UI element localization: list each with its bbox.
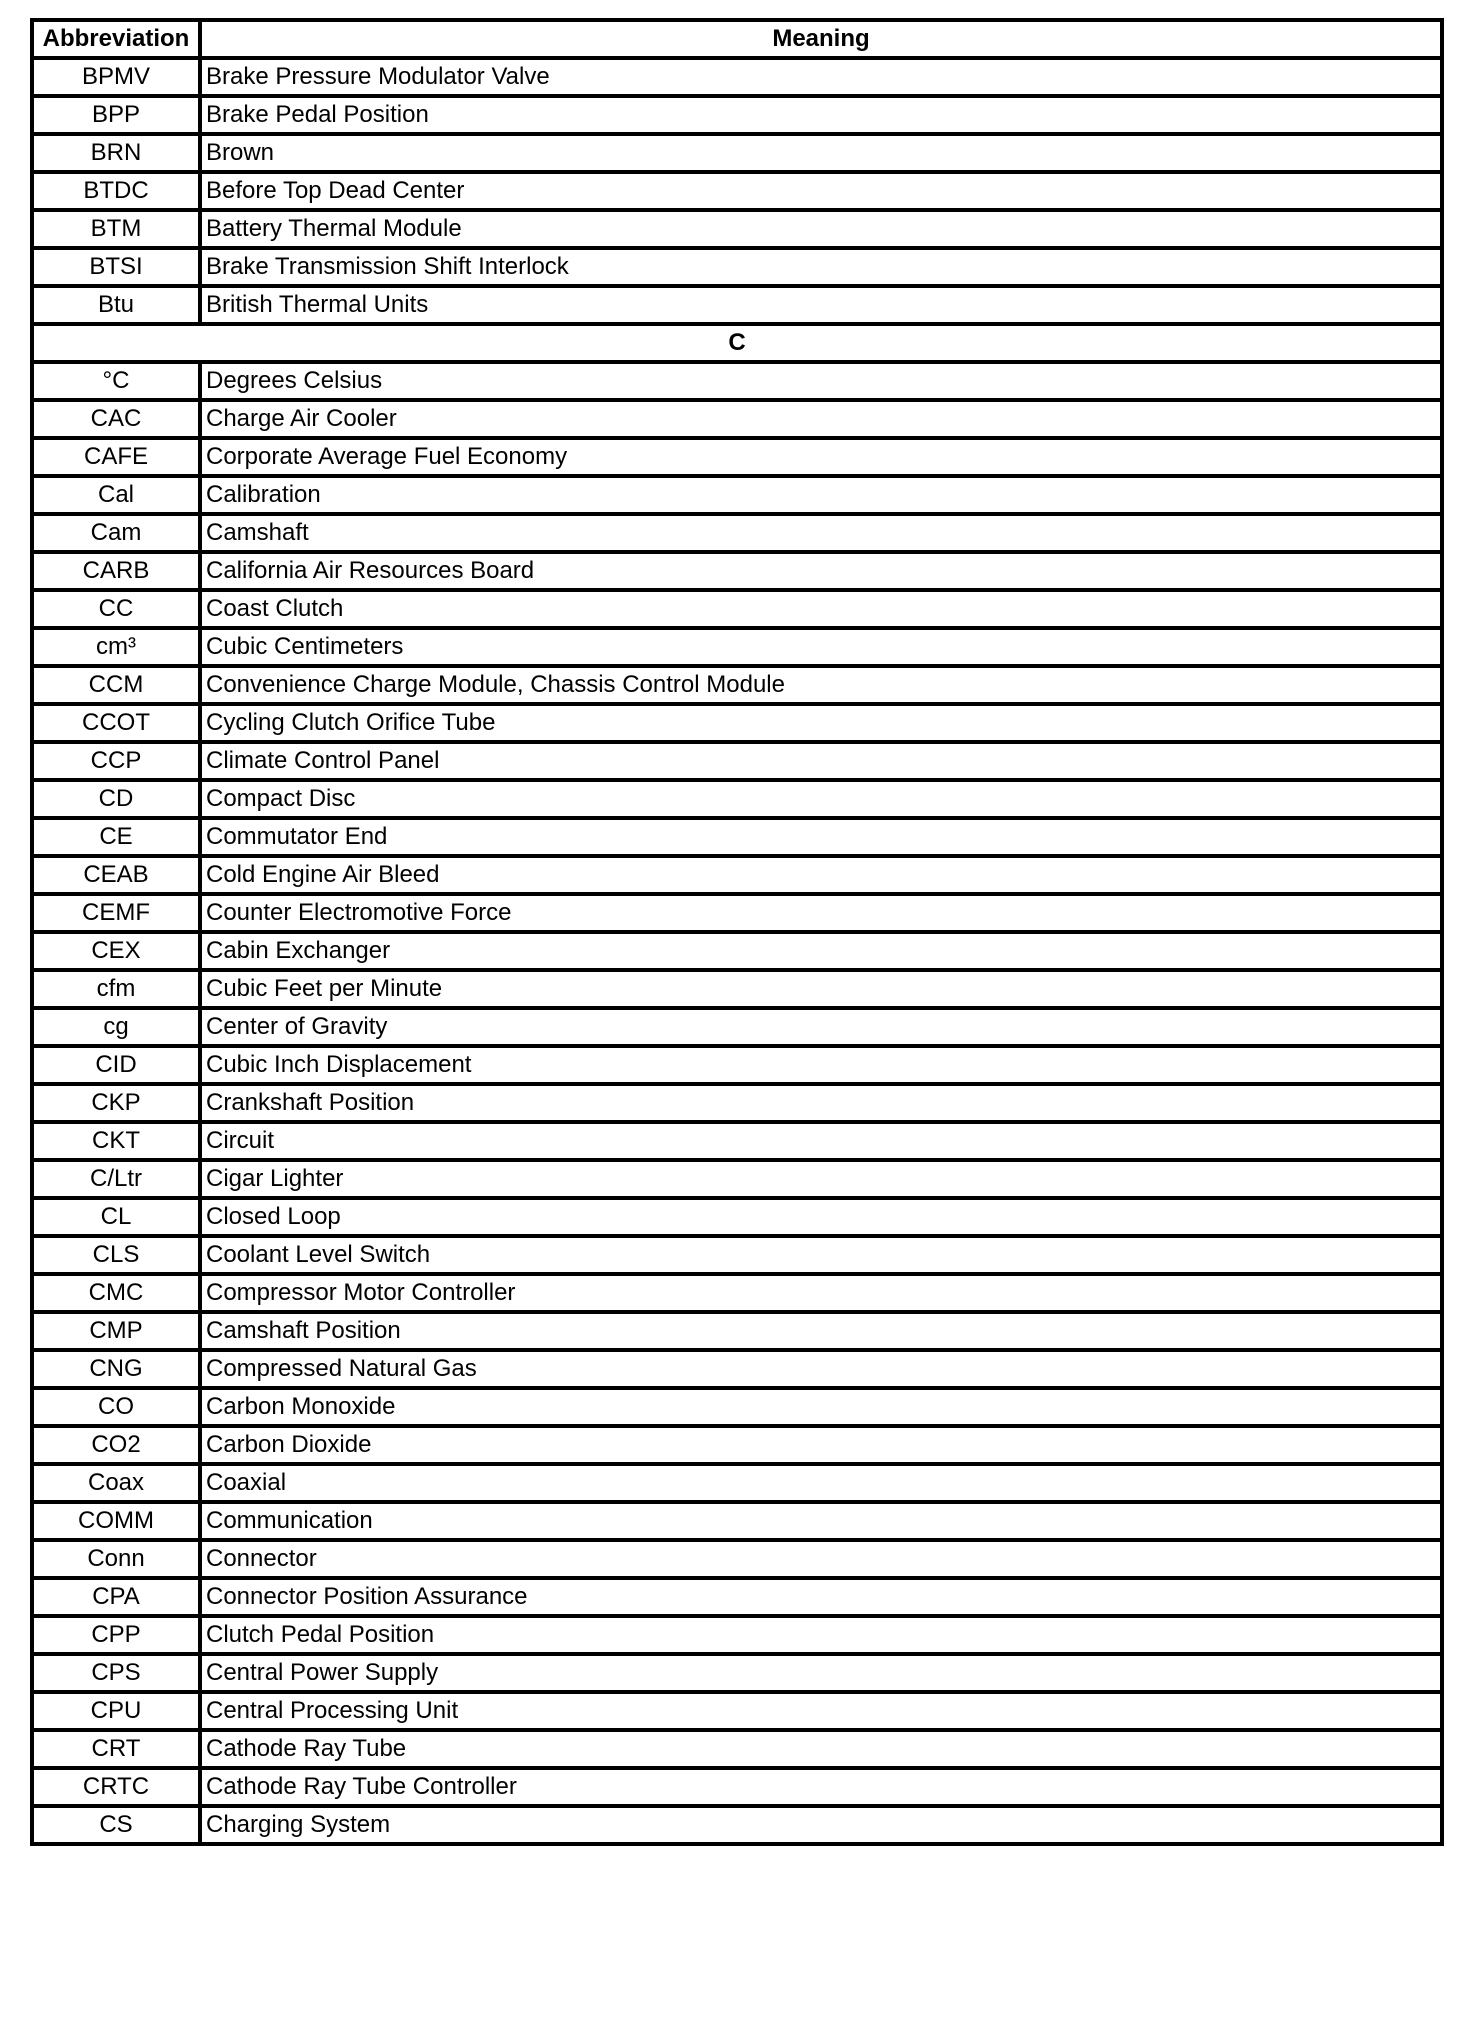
meaning-cell: British Thermal Units xyxy=(200,286,1442,324)
abbreviation-cell: Conn xyxy=(32,1540,200,1578)
abbreviation-cell: BRN xyxy=(32,134,200,172)
table-row xyxy=(32,400,1442,438)
meaning-cell: Camshaft xyxy=(200,514,1442,552)
meaning-cell: Cubic Centimeters xyxy=(200,628,1442,666)
table-row xyxy=(32,856,1442,894)
abbreviation-cell: CL xyxy=(32,1198,200,1236)
abbreviation-cell: Cal xyxy=(32,476,200,514)
table-row xyxy=(32,476,1442,514)
abbreviation-cell: CPP xyxy=(32,1616,200,1654)
meaning-cell: Charge Air Cooler xyxy=(200,400,1442,438)
meaning-cell: Central Processing Unit xyxy=(200,1692,1442,1730)
table-row xyxy=(32,1464,1442,1502)
table-row xyxy=(32,1806,1442,1844)
meaning-cell: Coolant Level Switch xyxy=(200,1236,1442,1274)
table-row xyxy=(32,780,1442,818)
abbreviation-cell: CLS xyxy=(32,1236,200,1274)
abbreviation-cell: CKP xyxy=(32,1084,200,1122)
table-row xyxy=(32,704,1442,742)
meaning-cell: Cold Engine Air Bleed xyxy=(200,856,1442,894)
section-row xyxy=(32,324,1442,362)
meaning-cell: Crankshaft Position xyxy=(200,1084,1442,1122)
abbreviation-cell: °C xyxy=(32,362,200,400)
table-header-row xyxy=(32,20,1442,58)
table-row xyxy=(32,1084,1442,1122)
meaning-cell: Connector Position Assurance xyxy=(200,1578,1442,1616)
meaning-cell: Before Top Dead Center xyxy=(200,172,1442,210)
table-row xyxy=(32,1274,1442,1312)
abbreviation-cell: CEMF xyxy=(32,894,200,932)
abbreviation-cell: cfm xyxy=(32,970,200,1008)
table-row xyxy=(32,248,1442,286)
table-row xyxy=(32,438,1442,476)
abbreviation-cell: BTM xyxy=(32,210,200,248)
meaning-cell: Central Power Supply xyxy=(200,1654,1442,1692)
table-row xyxy=(32,1578,1442,1616)
table-row xyxy=(32,362,1442,400)
abbreviation-table xyxy=(30,18,1444,1846)
abbreviation-cell: CE xyxy=(32,818,200,856)
meaning-cell: Cabin Exchanger xyxy=(200,932,1442,970)
abbreviation-cell: Coax xyxy=(32,1464,200,1502)
abbreviation-cell: BTSI xyxy=(32,248,200,286)
abbreviation-cell: CAC xyxy=(32,400,200,438)
meaning-cell: Counter Electromotive Force xyxy=(200,894,1442,932)
meaning-cell: Cycling Clutch Orifice Tube xyxy=(200,704,1442,742)
meaning-cell: Compressed Natural Gas xyxy=(200,1350,1442,1388)
section-heading: C xyxy=(32,324,1442,362)
table-row xyxy=(32,1502,1442,1540)
meaning-cell: Calibration xyxy=(200,476,1442,514)
table-row xyxy=(32,286,1442,324)
meaning-cell: Clutch Pedal Position xyxy=(200,1616,1442,1654)
abbreviation-cell: CMC xyxy=(32,1274,200,1312)
table-row xyxy=(32,932,1442,970)
meaning-cell: Cathode Ray Tube xyxy=(200,1730,1442,1768)
table-row xyxy=(32,1198,1442,1236)
abbreviation-cell: CCP xyxy=(32,742,200,780)
table-row xyxy=(32,134,1442,172)
table-row xyxy=(32,552,1442,590)
abbreviation-cell: CS xyxy=(32,1806,200,1844)
abbreviation-cell: CO xyxy=(32,1388,200,1426)
abbreviation-cell: cg xyxy=(32,1008,200,1046)
abbreviation-cell: CO2 xyxy=(32,1426,200,1464)
table-row xyxy=(32,1388,1442,1426)
table-row xyxy=(32,590,1442,628)
abbreviation-cell: CRT xyxy=(32,1730,200,1768)
meaning-cell: Coast Clutch xyxy=(200,590,1442,628)
table-row xyxy=(32,210,1442,248)
abbreviation-cell: CD xyxy=(32,780,200,818)
table-row xyxy=(32,1730,1442,1768)
meaning-cell: Cubic Inch Displacement xyxy=(200,1046,1442,1084)
abbreviation-cell: BTDC xyxy=(32,172,200,210)
abbreviation-cell: C/Ltr xyxy=(32,1160,200,1198)
header-meaning: Meaning xyxy=(200,20,1442,58)
meaning-cell: Climate Control Panel xyxy=(200,742,1442,780)
table-row xyxy=(32,96,1442,134)
abbreviation-cell: CC xyxy=(32,590,200,628)
meaning-cell: Convenience Charge Module, Chassis Control Module xyxy=(200,666,1442,704)
table-row xyxy=(32,628,1442,666)
meaning-cell: Carbon Dioxide xyxy=(200,1426,1442,1464)
meaning-cell: Brown xyxy=(200,134,1442,172)
abbreviation-cell: CID xyxy=(32,1046,200,1084)
meaning-cell: Compact Disc xyxy=(200,780,1442,818)
abbreviation-cell: Cam xyxy=(32,514,200,552)
table-row xyxy=(32,894,1442,932)
table-row xyxy=(32,172,1442,210)
header-abbreviation: Abbreviation xyxy=(32,20,200,58)
abbreviation-cell: CEAB xyxy=(32,856,200,894)
meaning-cell: Commutator End xyxy=(200,818,1442,856)
meaning-cell: Degrees Celsius xyxy=(200,362,1442,400)
table-row xyxy=(32,1312,1442,1350)
abbreviation-cell: CKT xyxy=(32,1122,200,1160)
meaning-cell: Brake Transmission Shift Interlock xyxy=(200,248,1442,286)
meaning-cell: Closed Loop xyxy=(200,1198,1442,1236)
table-row xyxy=(32,742,1442,780)
abbreviation-cell: CMP xyxy=(32,1312,200,1350)
abbreviation-cell: CAFE xyxy=(32,438,200,476)
meaning-cell: Cubic Feet per Minute xyxy=(200,970,1442,1008)
abbreviation-cell: CPU xyxy=(32,1692,200,1730)
meaning-cell: Cigar Lighter xyxy=(200,1160,1442,1198)
table-row xyxy=(32,1008,1442,1046)
table-row xyxy=(32,1768,1442,1806)
meaning-cell: Coaxial xyxy=(200,1464,1442,1502)
meaning-cell: Circuit xyxy=(200,1122,1442,1160)
abbreviation-cell: CRTC xyxy=(32,1768,200,1806)
table-row xyxy=(32,58,1442,96)
meaning-cell: Center of Gravity xyxy=(200,1008,1442,1046)
meaning-cell: Connector xyxy=(200,1540,1442,1578)
table-row xyxy=(32,666,1442,704)
table-row xyxy=(32,1654,1442,1692)
meaning-cell: California Air Resources Board xyxy=(200,552,1442,590)
abbreviation-cell: CPA xyxy=(32,1578,200,1616)
abbreviation-cell: BPMV xyxy=(32,58,200,96)
meaning-cell: Compressor Motor Controller xyxy=(200,1274,1442,1312)
table-row xyxy=(32,1122,1442,1160)
table-body xyxy=(32,58,1442,1844)
abbreviation-cell: CCOT xyxy=(32,704,200,742)
abbreviation-cell: CEX xyxy=(32,932,200,970)
table-row xyxy=(32,1160,1442,1198)
table-row xyxy=(32,1350,1442,1388)
abbreviation-cell: Btu xyxy=(32,286,200,324)
abbreviation-cell: CNG xyxy=(32,1350,200,1388)
abbreviation-cell: BPP xyxy=(32,96,200,134)
table-row xyxy=(32,1236,1442,1274)
table-row xyxy=(32,1616,1442,1654)
table-row xyxy=(32,1692,1442,1730)
abbreviation-cell: CPS xyxy=(32,1654,200,1692)
meaning-cell: Camshaft Position xyxy=(200,1312,1442,1350)
table-row xyxy=(32,1426,1442,1464)
table-row xyxy=(32,970,1442,1008)
table-row xyxy=(32,1540,1442,1578)
meaning-cell: Corporate Average Fuel Economy xyxy=(200,438,1442,476)
meaning-cell: Communication xyxy=(200,1502,1442,1540)
abbreviation-cell: CARB xyxy=(32,552,200,590)
table-row xyxy=(32,514,1442,552)
table-row xyxy=(32,1046,1442,1084)
abbreviation-cell: CCM xyxy=(32,666,200,704)
abbreviation-cell: COMM xyxy=(32,1502,200,1540)
meaning-cell: Cathode Ray Tube Controller xyxy=(200,1768,1442,1806)
table-row xyxy=(32,818,1442,856)
meaning-cell: Carbon Monoxide xyxy=(200,1388,1442,1426)
abbreviation-cell: cm³ xyxy=(32,628,200,666)
meaning-cell: Brake Pedal Position xyxy=(200,96,1442,134)
meaning-cell: Brake Pressure Modulator Valve xyxy=(200,58,1442,96)
meaning-cell: Charging System xyxy=(200,1806,1442,1844)
meaning-cell: Battery Thermal Module xyxy=(200,210,1442,248)
